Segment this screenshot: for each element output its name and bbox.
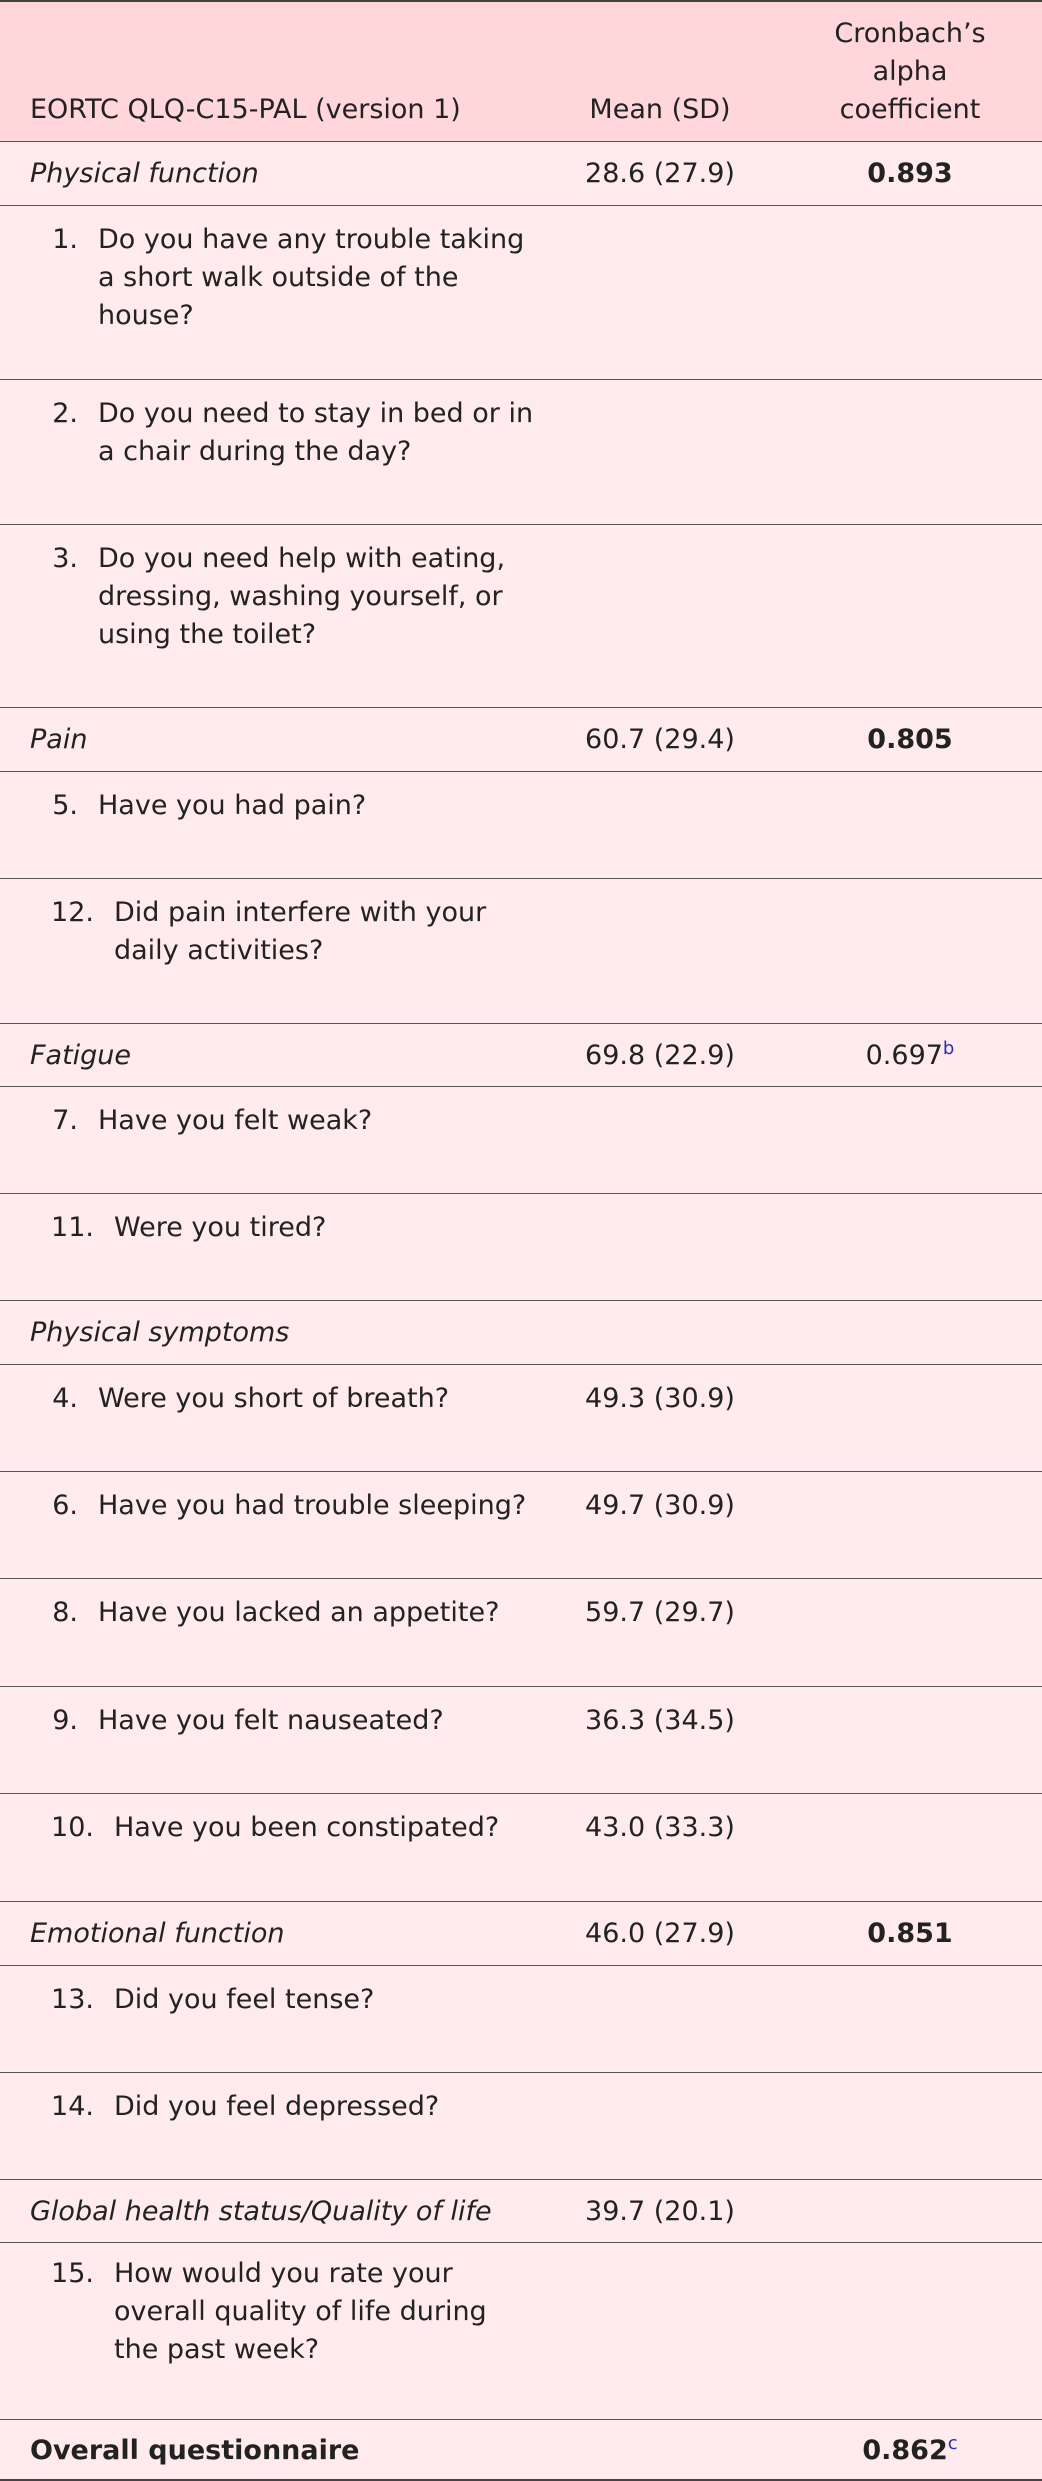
item-number: 9. (52, 1705, 78, 1736)
item-text-line: daily activities? (114, 935, 324, 966)
item-text-line: Have you had pain? (98, 790, 367, 821)
header-instrument: EORTC QLQ-C15-PAL (version 1) (30, 94, 461, 125)
section-alpha: 0.851 (867, 1918, 953, 1949)
item-number: 1. (52, 224, 78, 255)
item-number: 7. (52, 1105, 78, 1136)
item-mean: 43.0 (33.3) (585, 1812, 735, 1843)
header-mean: Mean (SD) (589, 94, 731, 125)
item-mean: 49.7 (30.9) (585, 1490, 735, 1521)
table-row-q7 (0, 1087, 1042, 1194)
table-row-q13 (0, 1966, 1042, 2073)
item-text-line: a short walk outside of the (98, 262, 459, 293)
header-alpha-line2: alpha (872, 56, 948, 87)
section-row-emotional-function (0, 1902, 1042, 1966)
section-alpha (790, 1037, 1030, 1075)
section-mean: 69.8 (22.9) (585, 1040, 735, 1071)
section-label: Emotional function (30, 1918, 285, 1949)
item-text (98, 395, 558, 471)
item-text-line: overall quality of life during (114, 2296, 487, 2327)
item-text (98, 1487, 558, 1525)
item-text (98, 221, 558, 335)
table-row-q2 (0, 380, 1042, 525)
table-row-q1 (0, 206, 1042, 380)
alpha-value: 0.697 (865, 1040, 943, 1071)
overall-row (0, 2420, 1042, 2481)
item-text-line: a chair during the day? (98, 436, 412, 467)
item-number: 11. (51, 1212, 94, 1243)
table-row-q14 (0, 2073, 1042, 2180)
section-mean: 39.7 (20.1) (585, 2196, 735, 2227)
table-row-q8 (0, 1579, 1042, 1687)
section-mean: 28.6 (27.9) (585, 158, 735, 189)
section-label: Fatigue (30, 1040, 132, 1071)
table-row-q12 (0, 879, 1042, 1024)
section-mean: 46.0 (27.9) (585, 1918, 735, 1949)
item-text (98, 1702, 558, 1740)
item-text-line: the past week? (114, 2334, 320, 2365)
item-text (98, 787, 558, 825)
section-label: Global health status/Quality of life (30, 2196, 492, 2227)
table-row-q4 (0, 1365, 1042, 1472)
table-row-q9 (0, 1687, 1042, 1794)
footnote-marker[interactable]: c (947, 2433, 958, 2454)
item-text (114, 2255, 574, 2369)
item-text (98, 1102, 558, 1140)
section-label: Physical function (30, 158, 259, 189)
table-row-q10 (0, 1794, 1042, 1902)
section-row-pain (0, 708, 1042, 772)
overall-alpha (790, 2432, 1030, 2470)
table-row-q11 (0, 1194, 1042, 1301)
item-number: 8. (52, 1597, 78, 1628)
section-alpha: 0.805 (867, 724, 953, 755)
header-alpha-line1: Cronbach’s (834, 18, 986, 49)
item-text-line: Did pain interfere with your (114, 897, 487, 928)
item-text-line: How would you rate your (114, 2258, 453, 2289)
section-mean: 60.7 (29.4) (585, 724, 735, 755)
table-header (0, 2, 1042, 142)
item-text (114, 1209, 574, 1247)
item-text-line: Do you have any trouble taking (98, 224, 525, 255)
table-row-q5 (0, 772, 1042, 879)
item-text-line: Have you felt nauseated? (98, 1705, 444, 1736)
item-text-line: Have you felt weak? (98, 1105, 373, 1136)
item-number: 2. (52, 398, 78, 429)
item-number: 10. (51, 1812, 94, 1843)
item-mean: 49.3 (30.9) (585, 1383, 735, 1414)
item-number: 6. (52, 1490, 78, 1521)
item-text-line: Do you need help with eating, (98, 543, 506, 574)
item-text (98, 540, 558, 654)
item-number: 5. (52, 790, 78, 821)
item-text-line: Were you tired? (114, 1212, 327, 1243)
overall-label: Overall questionnaire (30, 2435, 360, 2466)
item-number: 4. (52, 1383, 78, 1414)
item-mean: 59.7 (29.7) (585, 1597, 735, 1628)
section-row-global-health (0, 2180, 1042, 2243)
item-number: 12. (51, 897, 94, 928)
item-text (98, 1594, 558, 1632)
table-row-q15 (0, 2243, 1042, 2420)
header-alpha-line3: coefficient (839, 94, 981, 125)
section-label: Pain (30, 724, 88, 755)
section-alpha: 0.893 (867, 158, 953, 189)
item-mean: 36.3 (34.5) (585, 1705, 735, 1736)
item-text-line: using the toilet? (98, 619, 317, 650)
alpha-value: 0.862 (862, 2435, 948, 2466)
item-text-line: Did you feel depressed? (114, 2091, 440, 2122)
item-text-line: house? (98, 300, 194, 331)
section-row-physical-symptoms (0, 1301, 1042, 1365)
table-row-q3 (0, 525, 1042, 708)
item-text (114, 894, 574, 970)
item-text (114, 1981, 574, 2019)
item-text-line: Do you need to stay in bed or in (98, 398, 534, 429)
item-text (114, 2088, 574, 2126)
section-row-physical-function (0, 142, 1042, 206)
item-text-line: Were you short of breath? (98, 1383, 450, 1414)
item-text-line: Have you had trouble sleeping? (98, 1490, 527, 1521)
item-text-line: Have you been constipated? (114, 1812, 500, 1843)
item-number: 14. (51, 2091, 94, 2122)
item-text (114, 1809, 574, 1847)
item-text-line: Did you feel tense? (114, 1984, 375, 2015)
item-number: 13. (51, 1984, 94, 2015)
footnote-marker[interactable]: b (942, 1038, 955, 1059)
section-row-fatigue (0, 1024, 1042, 1087)
item-text-line: Have you lacked an appetite? (98, 1597, 500, 1628)
section-label: Physical symptoms (30, 1317, 290, 1348)
header-alpha (790, 15, 1030, 129)
item-text-line: dressing, washing yourself, or (98, 581, 503, 612)
table-row-q6 (0, 1472, 1042, 1579)
item-number: 3. (52, 543, 78, 574)
item-number: 15. (51, 2258, 94, 2289)
item-text (98, 1380, 558, 1418)
